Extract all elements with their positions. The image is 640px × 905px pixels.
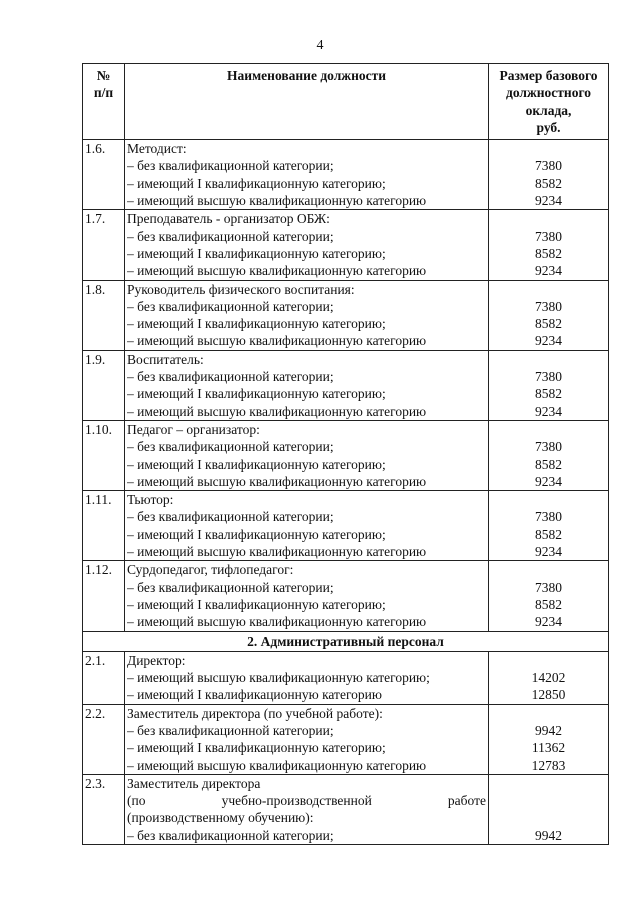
category-label: – имеющий I квалификационную категорию;: [127, 740, 386, 756]
salary-value: 9234: [535, 263, 562, 279]
salary-value: 9234: [535, 544, 562, 560]
salary-value: 7380: [535, 228, 562, 244]
position-cell: [125, 491, 489, 561]
salary-value: 7380: [535, 158, 562, 174]
title-word: учебно-производственной: [221, 793, 372, 809]
salary-value: 8582: [535, 316, 562, 332]
position-title: Заместитель директора: [127, 775, 261, 791]
salary-spacer: [491, 775, 606, 792]
category-label: – имеющий высшую квалификационную категорию: [127, 473, 427, 489]
salary-value: 8582: [535, 245, 562, 261]
category-label: – имеющий I квалификационную категорию;: [127, 175, 386, 191]
salary-value: 7380: [535, 369, 562, 385]
category-label: – без квалификационной категории;: [127, 228, 334, 244]
category-label: – без квалификационной категории;: [127, 579, 334, 595]
salary-cell: [489, 704, 609, 774]
salary-value: 8582: [535, 596, 562, 612]
salary-spacer: [491, 809, 606, 826]
salary-value: 9234: [535, 473, 562, 489]
position-cell: [125, 350, 489, 420]
category-label: – без квалификационной категории;: [127, 827, 334, 843]
section-row: [83, 631, 609, 651]
position-title: Директор:: [127, 652, 186, 668]
salary-cell: [489, 210, 609, 280]
category-label: – без квалификационной категории;: [127, 369, 334, 385]
position-title: Тьютор:: [127, 492, 174, 508]
salary-value: 9234: [535, 333, 562, 349]
header-salary-line: должностного: [506, 85, 591, 101]
page-number: 4: [316, 38, 324, 53]
header-salary-line: оклада,: [525, 102, 572, 118]
row-number: 1.11.: [83, 491, 125, 561]
row-number: 1.6.: [83, 140, 125, 210]
salary-value: 9942: [535, 722, 562, 738]
category-label: – имеющий I квалификационную категорию;: [127, 526, 386, 542]
row-number: 2.2.: [83, 704, 125, 774]
category-label: – без квалификационной категории;: [127, 298, 334, 314]
header-salary: [489, 64, 609, 140]
salary-value: 9234: [535, 403, 562, 419]
row-number: 1.10.: [83, 420, 125, 490]
position-cell: [125, 704, 489, 774]
table-row: [83, 140, 609, 210]
row-number: 1.9.: [83, 350, 125, 420]
header-salary-line: руб.: [536, 119, 561, 135]
category-label: – без квалификационной категории;: [127, 439, 334, 455]
salary-spacer: [491, 561, 606, 578]
header-num-line: п/п: [93, 85, 114, 101]
category-label: – имеющий высшую квалификационную категорию: [127, 403, 427, 419]
salary-spacer: [491, 140, 606, 157]
header-num-line: №: [96, 68, 111, 83]
salary-cell: [489, 140, 609, 210]
table-row: [83, 420, 609, 490]
salary-value: 8582: [535, 386, 562, 402]
salary-cell: [489, 491, 609, 561]
title-word: (производственному обучению):: [127, 810, 314, 826]
salary-value: 7380: [535, 298, 562, 314]
table-row: [83, 561, 609, 631]
salary-spacer: [491, 210, 606, 227]
salary-value: 7380: [535, 509, 562, 525]
salary-table: [82, 63, 609, 845]
salary-cell: [489, 651, 609, 704]
title-word: (по: [127, 793, 146, 809]
salary-value: 7380: [535, 439, 562, 455]
category-label: – имеющий I квалификационную категорию;: [127, 316, 386, 332]
header-position-name: Наименование должности: [125, 64, 489, 140]
salary-value: 9234: [535, 614, 562, 630]
salary-value: 14202: [531, 670, 566, 686]
row-number: 1.8.: [83, 280, 125, 350]
header-salary-line: Размер базового: [499, 68, 598, 83]
salary-spacer: [491, 705, 606, 722]
position-title-continuation: [127, 792, 486, 809]
category-label: – имеющий I квалификационную категорию;: [127, 596, 386, 612]
position-title: Заместитель директора (по учебной работе):: [127, 705, 383, 721]
salary-value: 8582: [535, 456, 562, 472]
salary-value: 7380: [535, 579, 562, 595]
salary-value: 9942: [535, 827, 562, 843]
salary-value: 8582: [535, 526, 562, 542]
category-label: – без квалификационной категории;: [127, 722, 334, 738]
table-row: [83, 350, 609, 420]
salary-spacer: [491, 281, 606, 298]
salary-value: 8582: [535, 175, 562, 191]
salary-value: 9234: [535, 193, 562, 209]
table-row: [83, 774, 609, 844]
category-label: – имеющий I квалификационную категорию;: [127, 456, 386, 472]
position-title: Сурдопедагог, тифлопедагог:: [127, 562, 294, 578]
row-number: 2.1.: [83, 651, 125, 704]
table-row: [83, 704, 609, 774]
category-label: – имеющий I квалификационную категорию;: [127, 245, 386, 261]
category-label: – имеющий высшую квалификационную категорию: [127, 614, 427, 630]
table-header-row: [83, 64, 609, 140]
category-label: – имеющий высшую квалификационную категорию;: [127, 670, 430, 686]
salary-value: 11362: [531, 740, 566, 756]
category-label: – имеющий I квалификационную категорию;: [127, 386, 386, 402]
category-label: – имеющий высшую квалификационную категорию: [127, 333, 427, 349]
table-row: [83, 280, 609, 350]
position-title-continuation: [127, 809, 486, 826]
category-label: – имеющий высшую квалификационную категорию: [127, 263, 427, 279]
category-label: – имеющий I квалификационную категорию: [127, 687, 382, 703]
salary-cell: [489, 420, 609, 490]
position-title: Руководитель физического воспитания:: [127, 281, 355, 297]
header-num: [83, 64, 125, 140]
salary-spacer: [491, 491, 606, 508]
salary-cell: [489, 350, 609, 420]
salary-spacer: [491, 652, 606, 669]
category-label: – имеющий высшую квалификационную категорию: [127, 193, 427, 209]
category-label: – имеющий высшую квалификационную категорию: [127, 544, 427, 560]
position-title: Воспитатель:: [127, 351, 204, 367]
position-title: Методист:: [127, 141, 187, 157]
salary-value: 12783: [531, 757, 566, 773]
row-number: 1.12.: [83, 561, 125, 631]
salary-cell: [489, 774, 609, 844]
position-cell: [125, 140, 489, 210]
salary-spacer: [491, 792, 606, 809]
salary-cell: [489, 280, 609, 350]
salary-spacer: [491, 351, 606, 368]
table-row: [83, 651, 609, 704]
salary-spacer: [491, 421, 606, 438]
table-row: [83, 210, 609, 280]
position-cell: [125, 420, 489, 490]
category-label: – без квалификационной категории;: [127, 158, 334, 174]
category-label: – без квалификационной категории;: [127, 509, 334, 525]
row-number: 2.3.: [83, 774, 125, 844]
category-label: – имеющий высшую квалификационную категорию: [127, 757, 427, 773]
section-title: 2. Административный персонал: [83, 631, 609, 651]
title-word: работе: [447, 793, 486, 809]
position-cell: [125, 774, 489, 844]
position-cell: [125, 561, 489, 631]
salary-value: 12850: [531, 687, 566, 703]
position-cell: [125, 210, 489, 280]
position-cell: [125, 280, 489, 350]
position-cell: [125, 651, 489, 704]
salary-cell: [489, 561, 609, 631]
position-title: Преподаватель - организатор ОБЖ:: [127, 211, 330, 227]
table-body: [83, 140, 609, 845]
table-row: [83, 491, 609, 561]
position-title: Педагог – организатор:: [127, 421, 260, 437]
row-number: 1.7.: [83, 210, 125, 280]
